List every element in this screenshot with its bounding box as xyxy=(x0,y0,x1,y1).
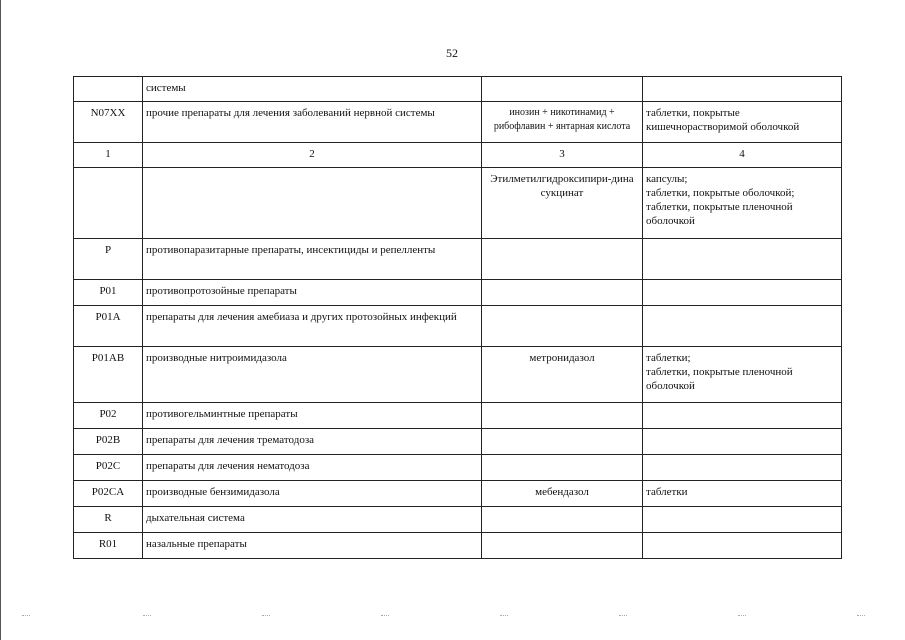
atc-code-cell: P02B xyxy=(74,429,143,455)
atc-code-cell: R xyxy=(74,507,143,533)
table-row xyxy=(74,239,842,280)
inn-cell xyxy=(482,507,643,533)
atc-code-cell: R01 xyxy=(74,533,143,559)
group-name-cell: производные бензимидазола xyxy=(143,481,482,507)
inn-cell: метронидазол xyxy=(482,347,643,403)
inn-cell: инозин + никотинамид + рибофлавин + янтарная кислота xyxy=(482,102,643,143)
group-name-cell: производные нитроимидазола xyxy=(143,347,482,403)
group-name-cell: прочие препараты для лечения заболеваний нервной системы xyxy=(143,102,482,143)
inn-cell xyxy=(482,306,643,347)
dosage-form-cell xyxy=(643,533,842,559)
atc-code-cell: P02C xyxy=(74,455,143,481)
table-row xyxy=(74,507,842,533)
group-name-cell xyxy=(143,168,482,239)
dosage-form-cell xyxy=(643,429,842,455)
table-row xyxy=(74,347,842,403)
drug-table xyxy=(73,76,842,559)
atc-code-cell: P02 xyxy=(74,403,143,429)
group-name-cell: препараты для лечения нематодоза xyxy=(143,455,482,481)
group-name-cell: системы xyxy=(143,77,482,102)
inn-cell xyxy=(482,429,643,455)
table-row xyxy=(74,168,842,239)
page-number: 52 xyxy=(446,46,458,60)
page-left-edge xyxy=(0,0,1,640)
table-row xyxy=(74,77,842,102)
table-row xyxy=(74,533,842,559)
table-row xyxy=(74,102,842,143)
group-name-cell: дыхательная система xyxy=(143,507,482,533)
dosage-form-cell xyxy=(643,306,842,347)
inn-cell: Этилметилгидроксипири-дина сукцинат xyxy=(482,168,643,239)
dosage-form-cell xyxy=(643,403,842,429)
table-row xyxy=(74,429,842,455)
atc-code-cell: P01AB xyxy=(74,347,143,403)
table-row xyxy=(74,143,842,168)
group-name-cell: противогельминтные препараты xyxy=(143,403,482,429)
inn-cell: мебендазол xyxy=(482,481,643,507)
atc-code-cell: P xyxy=(74,239,143,280)
group-name-cell: препараты для лечения трематодоза xyxy=(143,429,482,455)
table-row xyxy=(74,280,842,306)
group-name-cell: противопаразитарные препараты, инсектициды и репелленты xyxy=(143,239,482,280)
inn-cell xyxy=(482,77,643,102)
table-row xyxy=(74,403,842,429)
dosage-form-cell: капсулы; таблетки, покрытые оболочкой; таблетки, покрытые пленочной оболочкой xyxy=(643,168,842,239)
dosage-form-cell xyxy=(643,507,842,533)
inn-cell xyxy=(482,239,643,280)
group-name-cell: назальные препараты xyxy=(143,533,482,559)
dosage-form-cell: таблетки, покрытые кишечнорастворимой оболочкой xyxy=(643,102,842,143)
atc-code-cell xyxy=(74,77,143,102)
dosage-form-cell xyxy=(643,77,842,102)
column-number-cell: 3 xyxy=(482,143,643,168)
dosage-form-cell: таблетки; таблетки, покрытые пленочной оболочкой xyxy=(643,347,842,403)
scan-artifact-dots xyxy=(0,615,905,621)
dosage-form-cell: таблетки xyxy=(643,481,842,507)
dosage-form-cell xyxy=(643,280,842,306)
table-row xyxy=(74,455,842,481)
atc-code-cell: P02CA xyxy=(74,481,143,507)
atc-code-cell: P01 xyxy=(74,280,143,306)
atc-code-cell: N07XX xyxy=(74,102,143,143)
group-name-cell: противопротозойные препараты xyxy=(143,280,482,306)
atc-code-cell: P01A xyxy=(74,306,143,347)
atc-code-cell xyxy=(74,168,143,239)
inn-cell xyxy=(482,280,643,306)
inn-cell xyxy=(482,455,643,481)
dosage-form-cell xyxy=(643,239,842,280)
table-row xyxy=(74,306,842,347)
dosage-form-cell xyxy=(643,455,842,481)
group-name-cell: препараты для лечения амебиаза и других протозойных инфекций xyxy=(143,306,482,347)
column-number-cell: 2 xyxy=(143,143,482,168)
inn-cell xyxy=(482,403,643,429)
inn-cell xyxy=(482,533,643,559)
table-row xyxy=(74,481,842,507)
column-number-cell: 1 xyxy=(74,143,143,168)
column-number-cell: 4 xyxy=(643,143,842,168)
